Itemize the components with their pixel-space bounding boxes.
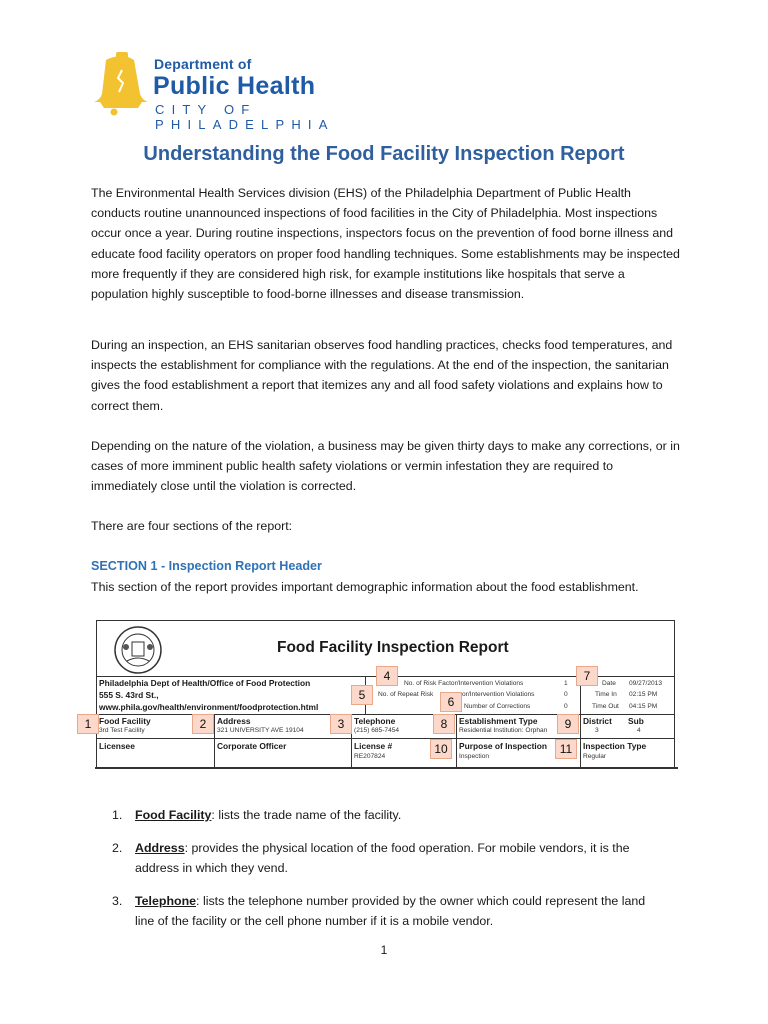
time-out-value: 04:15 PM: [629, 703, 658, 710]
liberty-bell-icon: [92, 50, 148, 116]
address-value: 321 UNIVERSITY AVE 19104: [217, 727, 304, 734]
license-label: License #: [354, 741, 393, 751]
section-1-description: This section of the report provides important demographic information about the food establishment.: [91, 580, 639, 594]
list-number: 1.: [112, 808, 123, 822]
list-text: lists the telephone number provided by the owner which could represent the land line of the facility or the cell phone number if it is a mobile vendor.: [135, 894, 646, 929]
logo-department: Department of: [154, 56, 252, 72]
date-value: 09/27/2013: [629, 680, 663, 687]
sub-label: Sub: [628, 716, 644, 726]
callout-badge: 6: [440, 692, 462, 712]
inspection-type-label: Inspection Type: [583, 741, 647, 751]
page-title: Understanding the Food Facility Inspection Report: [143, 143, 625, 165]
callout-badge: 4: [376, 666, 398, 686]
callout-badge: 11: [555, 739, 577, 759]
callout-badge: 5: [351, 685, 373, 705]
list-text: lists the trade name of the facility.: [214, 808, 402, 822]
purpose-value: Inspection: [459, 753, 490, 760]
inspection-paragraph: During an inspection, an EHS sanitarian observes food handling practices, checks food temperatures, and inspects the establishment for compliance with the regulations. At the end of the inspection, the sanitarian gives the food establishment a report that itemizes any and all food safety violations and explains how to correct them.: [91, 338, 673, 413]
section-1-heading: SECTION 1 - Inspection Report Header: [91, 559, 322, 573]
inspection-report-header-image: [96, 620, 675, 769]
corrections-label: Number of Corrections: [464, 703, 531, 710]
food-facility-value: 3rd Test Facility: [99, 727, 145, 734]
report-title: Food Facility Inspection Report: [277, 639, 509, 656]
logo-name: Public Health: [153, 72, 316, 100]
list-term: Food Facility: [135, 808, 212, 822]
report-org: Philadelphia Dept of Health/Office of Food Protection: [99, 678, 311, 688]
inspection-type-value: Regular: [583, 753, 607, 760]
violation-paragraph: Depending on the nature of the violation, a business may be given thirty days to make any corrections, or in cases of more imminent public health safety violations or vermin infestation they are required to immediately close until the violation is corrected.: [91, 439, 680, 494]
time-out-label: Time Out: [592, 703, 619, 710]
corrections-value: 0: [564, 703, 568, 710]
repeat-label-b: or/Intervention Violations: [462, 691, 535, 698]
time-in-value: 02:15 PM: [629, 691, 658, 698]
list-number: 2.: [112, 841, 123, 855]
list-number: 3.: [112, 894, 123, 908]
district-value: 3: [595, 727, 599, 734]
time-in-label: Time In: [595, 691, 617, 698]
list-text: provides the physical location of the food operation. For mobile vendors, it is the address in which they vend.: [135, 841, 630, 876]
est-type-value: Residential Institution: Orphan: [459, 727, 548, 734]
address-label: Address: [217, 716, 251, 726]
repeat-value: 0: [564, 691, 568, 698]
repeat-label-a: No. of Repeat Risk: [378, 691, 434, 698]
page-number: 1: [380, 943, 388, 957]
date-label: Date: [602, 680, 616, 687]
risk-violations-label: No. of Risk Factor/Intervention Violations: [404, 680, 524, 687]
callout-badge: 9: [557, 714, 579, 734]
telephone-label: Telephone: [354, 716, 396, 726]
callout-badge: 8: [433, 714, 455, 734]
telephone-value: (215) 685-7454: [354, 727, 400, 734]
purpose-label: Purpose of Inspection: [459, 741, 547, 751]
report-url: www.phila.gov/health/environment/foodprotection.html: [99, 702, 319, 712]
licensee-label: Licensee: [99, 741, 135, 751]
list-term: Address: [135, 841, 185, 855]
callout-badge: 1: [77, 714, 99, 734]
district-label: District: [583, 716, 612, 726]
sections-intro: There are four sections of the report:: [91, 519, 293, 533]
city-seal-icon: [113, 625, 163, 675]
risk-violations-value: 1: [564, 680, 568, 687]
logo-city: CITY OF PHILADELPHIA: [155, 102, 335, 132]
food-facility-label: Food Facility: [99, 716, 151, 726]
callout-badge: 2: [192, 714, 214, 734]
list-term: Telephone: [135, 894, 197, 908]
callout-badge: 3: [330, 714, 352, 734]
corporate-officer-label: Corporate Officer: [217, 741, 287, 751]
callout-badge: 7: [576, 666, 598, 686]
dept-public-health-logo: [92, 50, 432, 132]
intro-paragraph: The Environmental Health Services division (EHS) of the Philadelphia Department of Public Health conducts routine unannounced inspections of food facilities in the City of Philadelphia. Most inspections occur once a year. During routine inspections, inspectors focus on the prevention of food borne illness and educate food facility operators on proper food handling techniques. Some establishments may be inspected more frequently if they are considered high risk, for example institutions like hospitals that serve a population highly susceptible to food-borne illnesses and disease transmission.: [91, 186, 680, 302]
callout-badge: 10: [430, 739, 452, 759]
est-type-label: Establishment Type: [459, 716, 538, 726]
license-value: RE207824: [354, 753, 386, 760]
report-address-line: 555 S. 43rd St.,: [99, 690, 159, 700]
sub-value: 4: [637, 727, 641, 734]
